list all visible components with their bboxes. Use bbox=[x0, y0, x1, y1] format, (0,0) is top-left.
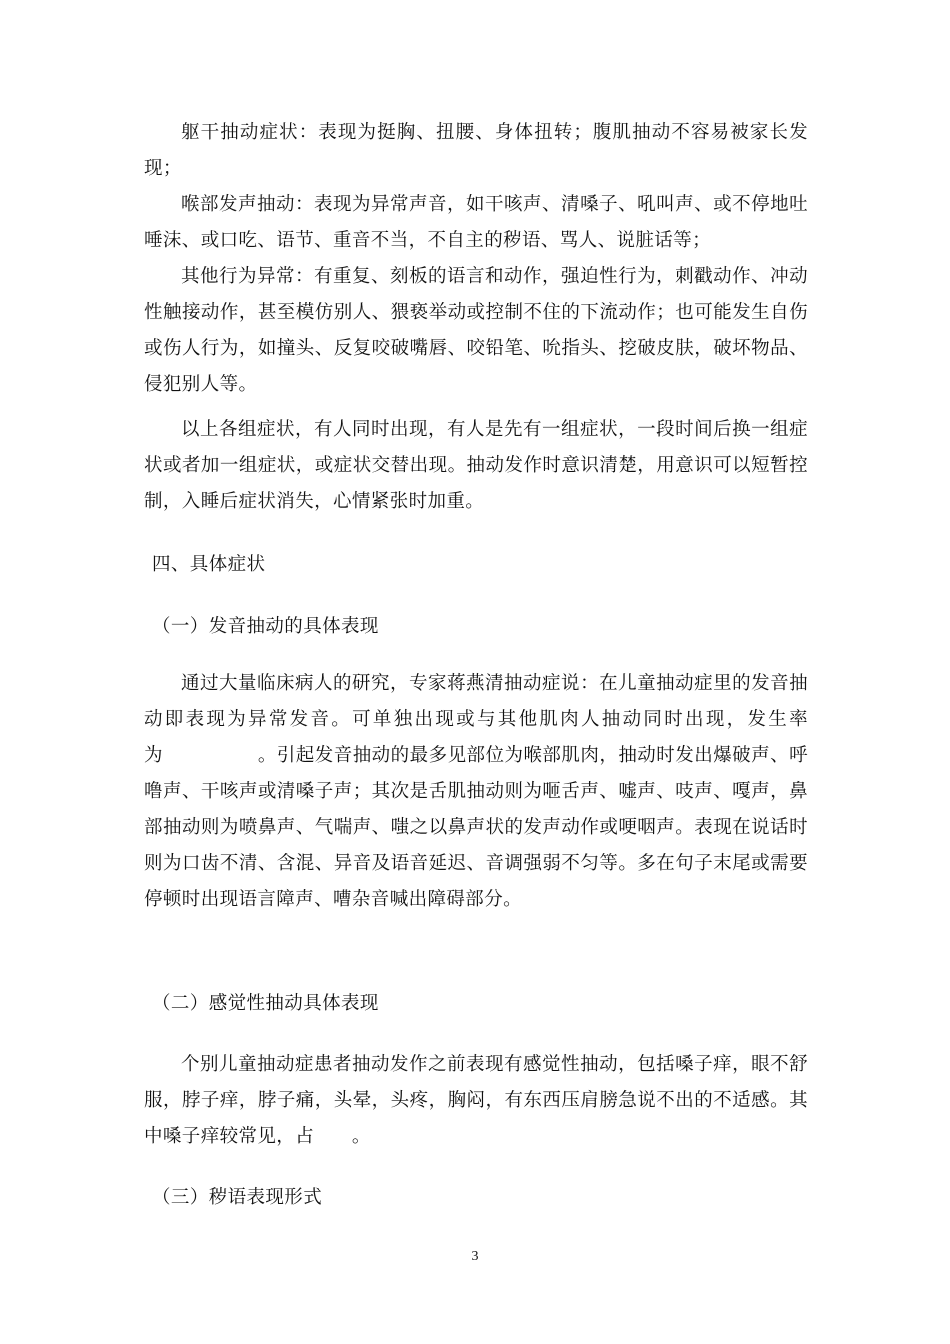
section-heading-4 bbox=[152, 547, 816, 583]
paragraph-text: 个别儿童抽动症患者抽动发作之前表现有感觉性抽动，包括嗓子痒，眼不舒服，脖子痒，脖子痛，头晕，头疼，胸闷，有东西压肩膀急说不出的不适感。其中嗓子痒较常见，占 。 bbox=[144, 1054, 808, 1147]
paragraph-trunk-tics bbox=[144, 115, 808, 187]
paragraph-text: 躯干抽动症状：表现为挺胸、扭腰、身体扭转；腹肌抽动不容易被家长发现； bbox=[144, 122, 808, 179]
heading-text: 四、具体症状 bbox=[152, 554, 266, 575]
subheading-3 bbox=[152, 1180, 816, 1216]
page-number: 3 bbox=[471, 1249, 479, 1264]
paragraph-other-behavior bbox=[144, 259, 808, 403]
paragraph-vocal-details bbox=[144, 666, 808, 918]
heading-text: （二）感觉性抽动具体表现 bbox=[152, 993, 379, 1014]
paragraph-vocal-tics bbox=[144, 187, 808, 259]
paragraph-text: 通过大量临床病人的研究，专家蒋燕清抽动症说：在儿童抽动症里的发音抽动即表现为异常发音。可单独出现或与其他肌肉人抽动同时出现，发生率为 。引起发音抽动的最多见部位为喉部肌肉，抽动时发出爆破声、呼噜声、干咳声或清嗓子声；其次是舌肌抽动则为咂舌声、嘘声、吱声、嘎声，鼻部抽动则为喷鼻声、气喘声、嗤之以鼻声状的发声动作或哽咽声。表现在说话时则为口齿不清、含混、异音及语音延迟、音调强弱不匀等。多在句子末尾或需要停顿时出现语言障声、嘈杂音喊出障碍部分。 bbox=[144, 673, 808, 910]
paragraph-text: 以上各组症状，有人同时出现，有人是先有一组症状，一段时间后换一组症状或者加一组症状，或症状交替出现。抽动发作时意识清楚，用意识可以短暂控制，入睡后症状消失，心情紧张时加重。 bbox=[144, 419, 808, 512]
paragraph-symptom-groups bbox=[144, 412, 808, 520]
paragraph-text: 其他行为异常：有重复、刻板的语言和动作，强迫性行为，刺戳动作、冲动性触接动作，甚至模仿别人、猥亵举动或控制不住的下流动作；也可能发生自伤或伤人行为，如撞头、反复咬破嘴唇、咬铅笔、吮指头、挖破皮肤，破坏物品、侵犯别人等。 bbox=[144, 266, 808, 395]
paragraph-text: 喉部发声抽动：表现为异常声音，如干咳声、清嗓子、吼叫声、或不停地吐唾沫、或口吃、语节、重音不当，不自主的秽语、骂人、说脏话等； bbox=[144, 194, 808, 251]
subheading-2 bbox=[152, 986, 816, 1022]
subheading-1 bbox=[152, 609, 816, 645]
paragraph-sensory-tics bbox=[144, 1047, 808, 1155]
heading-text: （三）秽语表现形式 bbox=[152, 1187, 323, 1208]
heading-text: （一）发音抽动的具体表现 bbox=[152, 616, 379, 637]
